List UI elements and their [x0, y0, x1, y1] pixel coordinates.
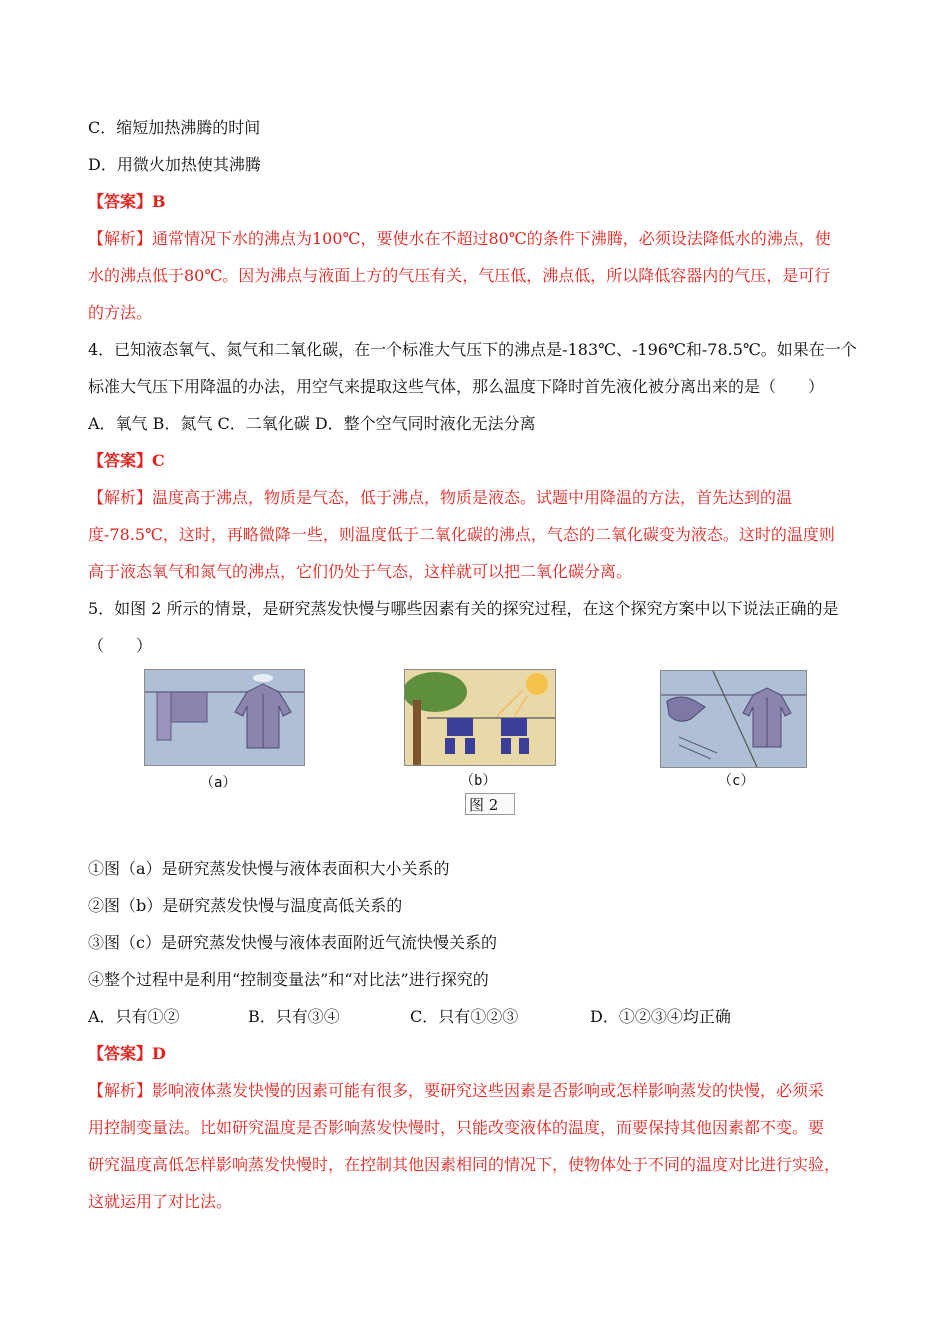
question-4-line2: 标准大气压下用降温的办法，用空气来提取这些气体，那么温度下降时首先液化被分离出来的是（ ）	[88, 377, 825, 396]
analysis-q3-line1: 【解析】通常情况下水的沸点为100℃，要使水在不超过80℃的条件下沸腾，必须设法降低水的沸点，使	[88, 229, 831, 248]
analysis-q5-line1: 【解析】影响液体蒸发快慢的因素可能有很多，要研究这些因素是否影响或怎样影响蒸发的快慢，必须采	[88, 1081, 825, 1100]
answer-q4: 【答案】C	[88, 451, 165, 470]
figure-c-caption: （c）	[718, 773, 755, 789]
figure-c	[660, 670, 807, 768]
figure-a	[144, 669, 305, 766]
figure-b	[404, 669, 556, 766]
figure-a-caption: （a）	[200, 775, 237, 791]
figure-b-caption: （b）	[460, 773, 497, 789]
answer-q3: 【答案】B	[88, 192, 166, 211]
option-c-q3: C．缩短加热沸腾的时间	[88, 118, 261, 137]
answer-q5: 【答案】D	[88, 1044, 166, 1063]
option-d-q3: D．用微火加热使其沸腾	[88, 155, 261, 174]
analysis-q3-line2: 水的沸点低于80℃。因为沸点与液面上方的气压有关，气压低，沸点低，所以降低容器内的气压，是可行	[88, 266, 831, 285]
analysis-q4-line2: 度-78.5℃，这时，再略微降一些，则温度低于二氧化碳的沸点，气态的二氧化碳变为液态。这时的温度则	[88, 525, 835, 544]
option-b-q5: B．只有③④	[248, 1007, 340, 1026]
analysis-q5-line4: 这就运用了对比法。	[88, 1192, 233, 1211]
analysis-q4-line3: 高于液态氧气和氮气的沸点，它们仍处于气态，这样就可以把二氧化碳分离。	[88, 562, 633, 581]
analysis-q4-line1: 【解析】温度高于沸点，物质是气态，低于沸点，物质是液态。试题中用降温的方法，首先达到的温	[88, 488, 793, 507]
question-5-line2: （ ）	[88, 636, 153, 655]
option-d-q5: D．①②③④均正确	[590, 1007, 731, 1026]
statement-1: ①图（a）是研究蒸发快慢与液体表面积大小关系的	[88, 859, 450, 878]
statement-3: ③图（c）是研究蒸发快慢与液体表面附近气流快慢关系的	[88, 933, 497, 952]
analysis-q3-line3: 的方法。	[88, 303, 153, 322]
analysis-q5-line2: 用控制变量法。比如研究温度是否影响蒸发快慢时，只能改变液体的温度，而要保持其他因素都不变。要	[88, 1118, 825, 1137]
analysis-q5-line3: 研究温度高低怎样影响蒸发快慢时，在控制其他因素相同的情况下，使物体处于不同的温度对比进行实验，	[88, 1155, 841, 1174]
question-4-line1: 4．已知液态氧气、氮气和二氧化碳，在一个标准大气压下的沸点是-183℃、-196℃和-78.5℃。如果在一个	[88, 340, 857, 359]
question-5-line1: 5．如图 2 所示的情景，是研究蒸发快慢与哪些因素有关的探究过程，在这个探究方案中以下说法正确的是	[88, 599, 839, 618]
figure-2-label: 图 2	[465, 793, 515, 815]
statement-4: ④整个过程中是利用“控制变量法”和“对比法”进行探究的	[88, 970, 489, 989]
option-a-q5: A．只有①②	[88, 1007, 180, 1026]
statement-2: ②图（b）是研究蒸发快慢与温度高低关系的	[88, 896, 403, 915]
option-c-q5: C．只有①②③	[410, 1007, 519, 1026]
question-4-options: A．氧气 B．氮气 C．二氧化碳 D．整个空气同时液化无法分离	[88, 414, 536, 433]
